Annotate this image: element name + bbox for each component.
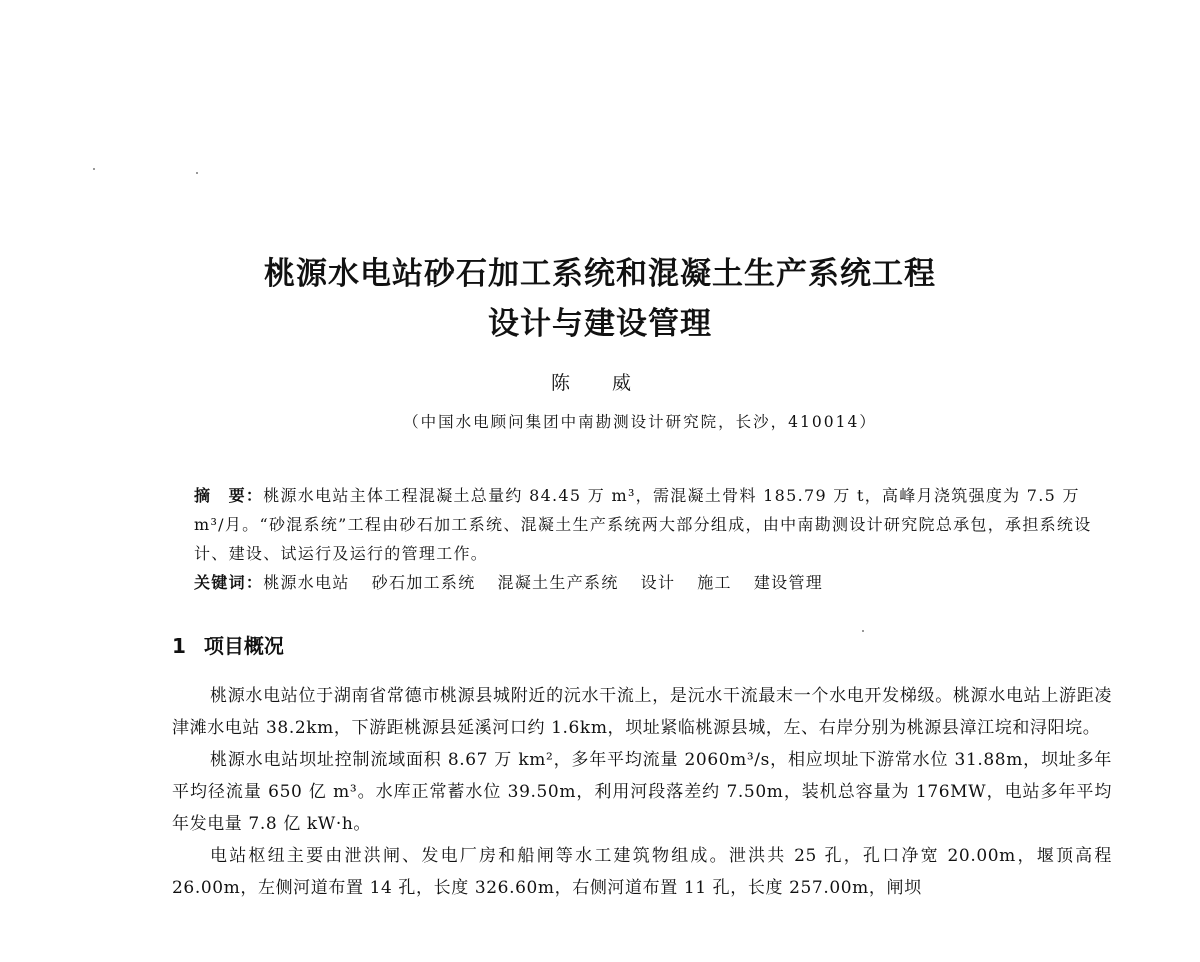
keyword: 设计	[640, 573, 676, 592]
scan-speck	[93, 168, 95, 170]
body-text	[172, 680, 1112, 904]
paper-title-line-1: 桃源水电站砂石加工系统和混凝土生产系统工程	[264, 256, 936, 292]
keyword: 施工	[697, 573, 732, 592]
section-heading	[172, 630, 284, 659]
scan-speck	[862, 630, 864, 632]
paper-title-line-2: 设计与建设管理	[488, 306, 712, 342]
abstract-block	[194, 481, 1094, 597]
keyword: 砂石加工系统	[371, 573, 476, 592]
keyword: 桃源水电站	[263, 573, 350, 592]
section-number: 1	[172, 634, 186, 658]
abstract-text: 桃源水电站主体工程混凝土总量约 84.45 万 m³，需混凝土骨料 185.79 万 t，高峰月浇筑强度为 7.5 万 m³/月。“砂混系统”工程由砂石加工系统、混凝土生产系统两大部分组成，由中南勘测设计研究院总承包，承担系统设计、建设、试运行及运行的管理工作。	[194, 486, 1092, 563]
keyword: 混凝土生产系统	[497, 573, 619, 592]
paragraph: 电站枢纽主要由泄洪闸、发电厂房和船闸等水工建筑物组成。泄洪共 25 孔，孔口净宽 20.00m，堰顶高程 26.00m，左侧河道布置 14 孔，长度 326.60m，右侧河道布置 11 孔，长度 257.00m，闸坝	[172, 846, 1112, 898]
keywords-label: 关键词：	[194, 573, 264, 592]
paragraph: 桃源水电站坝址控制流域面积 8.67 万 km²，多年平均流量 2060m³/s，相应坝址下游常水位 31.88m，坝址多年平均径流量 650 亿 m³。水库正常蓄水位 39.50m，利用河段落差约 7.50m，装机总容量为 176MW，电站多年平均年发电量 7.8 亿 kW·h。	[172, 750, 1112, 834]
section-title: 项目概况	[203, 634, 284, 658]
abstract	[194, 481, 1094, 568]
author-name: 陈 威	[550, 372, 650, 394]
keywords	[194, 568, 1094, 597]
author-affiliation: （中国水电顾问集团中南勘测设计研究院，长沙，410014）	[403, 413, 877, 431]
abstract-label: 摘 要：	[194, 486, 264, 505]
scan-speck	[196, 172, 198, 174]
paragraph: 桃源水电站位于湖南省常德市桃源县城附近的沅水干流上，是沅水干流最末一个水电开发梯级。桃源水电站上游距凌津滩水电站 38.2km，下游距桃源县延溪河口约 1.6km，坝址紧临桃源县城，左、右岸分别为桃源县漳江垸和浔阳垸。	[172, 686, 1112, 738]
keyword: 建设管理	[753, 573, 824, 592]
